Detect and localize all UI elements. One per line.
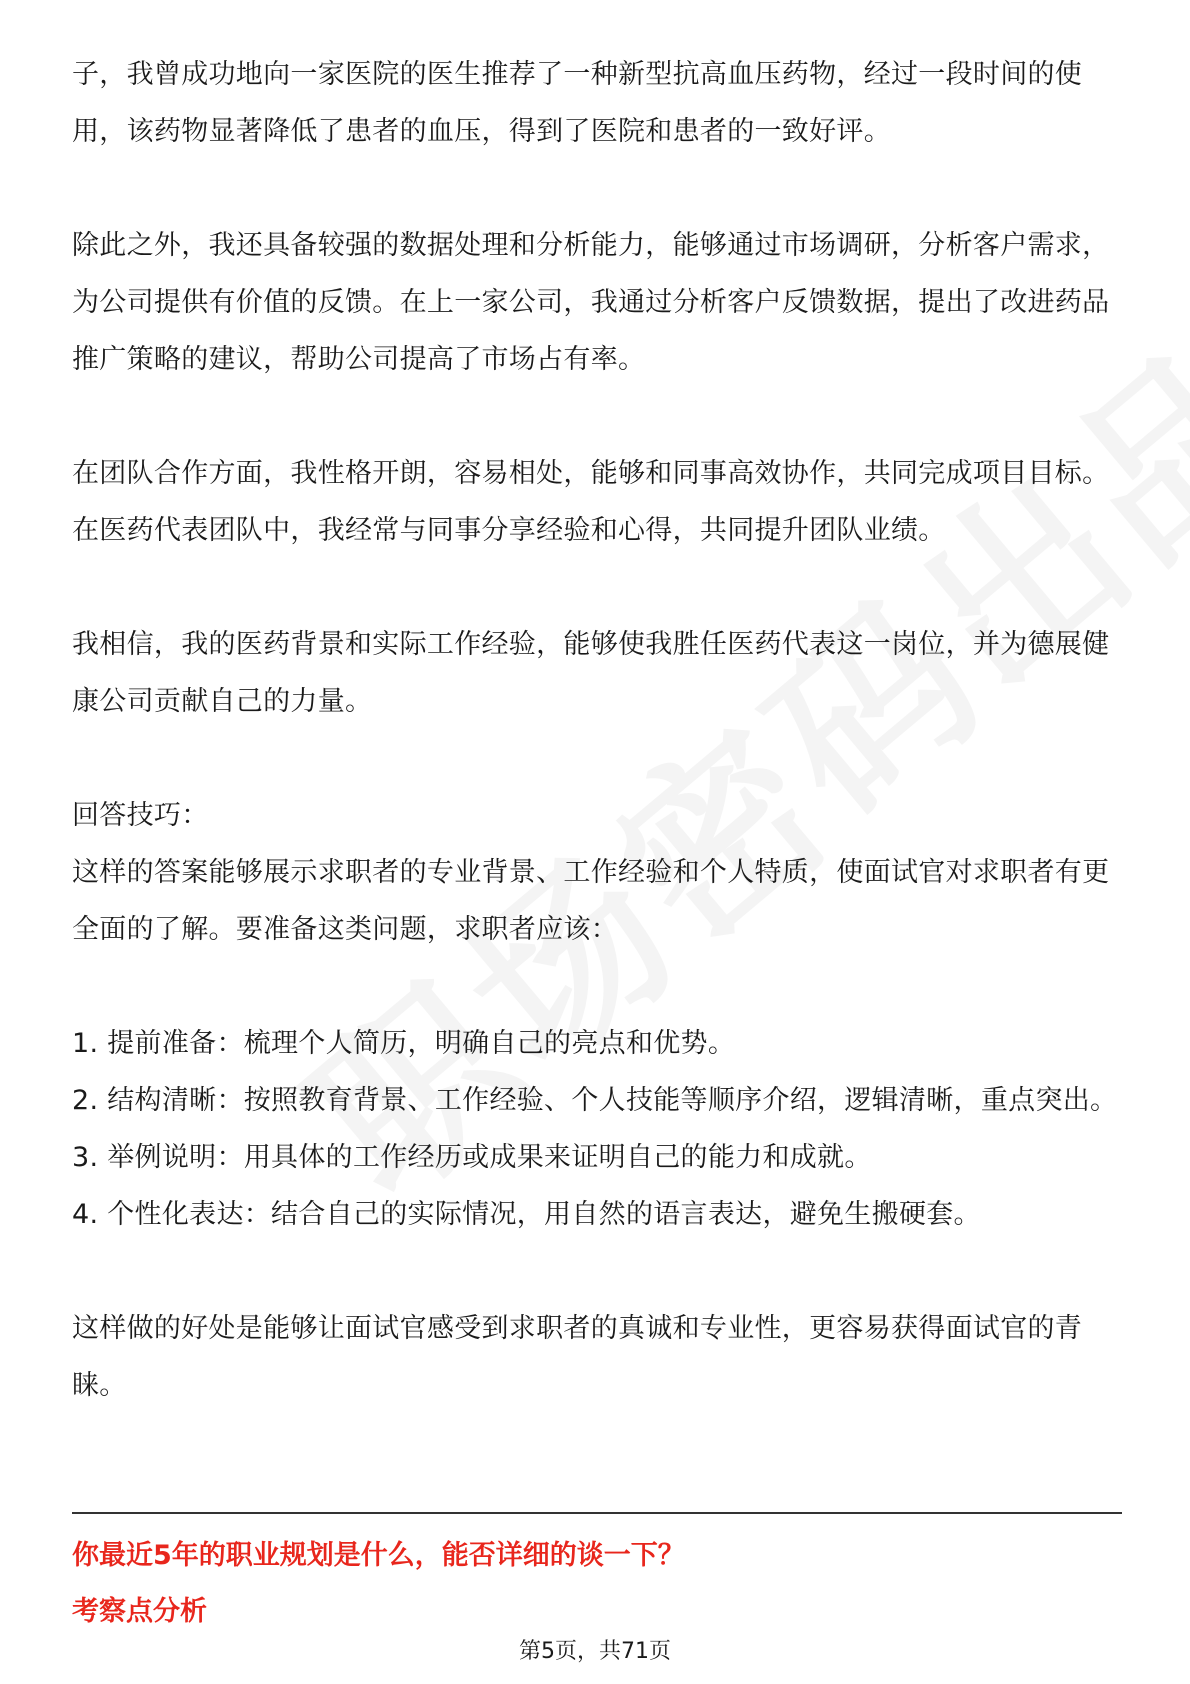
tips-intro: 这样的答案能够展示求职者的专业背景、工作经验和个人特质，使面试官对求职者有更全面的了解。要准备这类问题，求职者应该： [72, 857, 1110, 945]
tip-item: 4. 个性化表达：结合自己的实际情况，用自然的语言表达，避免生搬硬套。 [72, 1199, 981, 1230]
body-text [72, 46, 1122, 1414]
next-question-title: 你最近5年的职业规划是什么，能否详细的谈一下？ [72, 1540, 685, 1571]
tips-heading: 回答技巧： [72, 800, 209, 831]
tip-item: 2. 结构清晰：按照教育背景、工作经验、个人技能等顺序介绍，逻辑清晰，重点突出。 [72, 1085, 1118, 1116]
tip-item: 1. 提前准备：梳理个人简历，明确自己的亮点和优势。 [72, 1028, 736, 1059]
paragraph-teamwork: 在团队合作方面，我性格开朗，容易相处，能够和同事高效协作，共同完成项目目标。在医药代表团队中，我经常与同事分享经验和心得，共同提升团队业绩。 [72, 458, 1110, 546]
section-divider [72, 1512, 1122, 1514]
paragraph-data-analysis: 除此之外，我还具备较强的数据处理和分析能力，能够通过市场调研，分析客户需求，为公司提供有价值的反馈。在上一家公司，我通过分析客户反馈数据，提出了改进药品推广策略的建议，帮助公司提高了市场占有率。 [72, 230, 1110, 375]
paragraph-conclusion: 这样做的好处是能够让面试官感受到求职者的真诚和专业性，更容易获得面试官的青睐。 [72, 1313, 1083, 1401]
paragraph-closing: 我相信，我的医药背景和实际工作经验，能够使我胜任医药代表这一岗位，并为德展健康公司贡献自己的力量。 [72, 629, 1110, 717]
paragraph-experience: 子，我曾成功地向一家医院的医生推荐了一种新型抗高血压药物，经过一段时间的使用，该药物显著降低了患者的血压，得到了医院和患者的一致好评。 [72, 59, 1083, 147]
page-footer: 第5页，共71页 [519, 1639, 671, 1664]
next-question-subtitle: 考察点分析 [72, 1596, 207, 1627]
tip-item: 3. 举例说明：用具体的工作经历或成果来证明自己的能力和成就。 [72, 1142, 872, 1173]
